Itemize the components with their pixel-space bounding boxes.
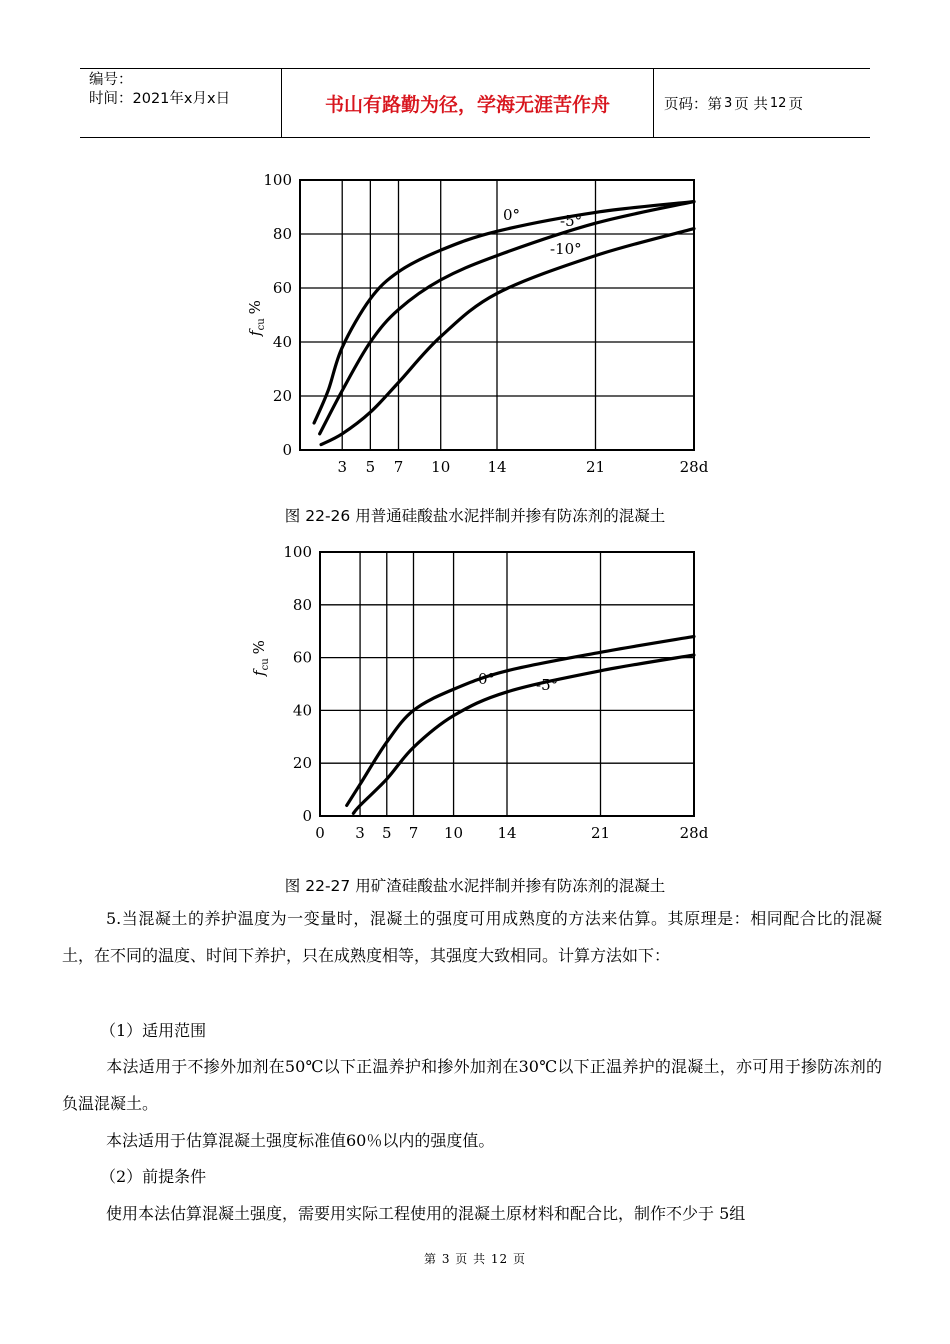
y-tick-labels xyxy=(283,543,312,825)
page-mid: 页 共 xyxy=(734,96,768,113)
y-tick-label: 60 xyxy=(272,279,292,297)
ylabel-sub: cu xyxy=(260,658,271,671)
series-label-0: 0° xyxy=(503,206,521,224)
header-page-info xyxy=(654,69,870,137)
chart-grid xyxy=(320,552,694,816)
figure-caption-2: 图 22-27 用矿渣硅酸盐水泥拌制并掺有防冻剂的混凝土 xyxy=(284,877,666,895)
ylabel-pct: % xyxy=(250,640,268,655)
x-tick-label: 21 xyxy=(590,824,611,842)
x-tick-label: 28d xyxy=(679,824,709,842)
header-meta xyxy=(80,69,282,137)
page-total: 12 xyxy=(769,95,787,111)
chart-fig-22-26 xyxy=(220,168,720,478)
chart-fig-22-27-svg xyxy=(220,538,720,848)
x-tick-label: 3 xyxy=(337,458,347,476)
y-tick-labels xyxy=(263,171,292,459)
section-2-title: （2）前提条件 xyxy=(100,1167,207,1186)
series-line-2 xyxy=(321,229,694,445)
chart-fig-22-26-svg xyxy=(220,168,720,478)
x-tick-label: 7 xyxy=(408,824,419,842)
series-line-0 xyxy=(314,202,694,423)
y-tick-label: 80 xyxy=(292,595,312,614)
x-tick-labels xyxy=(337,458,708,476)
ylabel-sub: cu xyxy=(256,318,267,331)
paragraph-5-text: 5.当混凝土的养护温度为一变量时，混凝土的强度可用成熟度的方法来估算。其原理是：相同配合比的混凝土，在不同的温度、时间下养护，只在成熟度相等，其强度大致相同。计算方法如下： xyxy=(62,909,882,965)
x-tick-label: 5 xyxy=(382,824,392,842)
y-tick-label: 0 xyxy=(282,441,292,459)
y-tick-label: 20 xyxy=(292,754,312,773)
x-tick-label: 5 xyxy=(365,458,376,476)
x-tick-label: 10 xyxy=(431,458,451,476)
y-tick-label: 40 xyxy=(292,701,312,720)
section-2-para-1: 使用本法估算混凝土强度，需要用实际工程使用的混凝土原材料和配合比，制作不少于 5组 xyxy=(106,1204,746,1223)
x-tick-label: 21 xyxy=(585,458,606,476)
svg-text:fcu% xyxy=(246,300,267,337)
series-label-minus5: -5° xyxy=(560,212,583,230)
y-tick-label: 0 xyxy=(302,807,312,825)
header-motto: 书山有路勤为径，学海无涯苦作舟 xyxy=(282,69,654,137)
page-current: 3 xyxy=(724,95,733,111)
page-footer: 第 3 页 共 12 页 xyxy=(424,1252,526,1266)
x-tick-label: 7 xyxy=(393,458,404,476)
page-prefix: 页码：第 xyxy=(664,96,722,113)
y-tick-label: 20 xyxy=(272,387,292,405)
series-label-0: 0° xyxy=(478,670,496,688)
chart-series xyxy=(347,636,694,813)
x-tick-label: 3 xyxy=(355,824,365,842)
ylabel-f: f xyxy=(250,670,268,676)
time-label: 时间：2021年x月x日 xyxy=(89,91,231,107)
page-suffix: 页 xyxy=(788,96,803,113)
series-line-1 xyxy=(353,655,694,813)
series-label-minus5: -5° xyxy=(536,676,559,694)
x-tick-labels xyxy=(315,824,709,842)
figure-caption-1: 图 22-26 用普通硅酸盐水泥拌制并掺有防冻剂的混凝土 xyxy=(284,507,666,525)
ylabel-f: f xyxy=(246,330,264,336)
x-tick-label: 14 xyxy=(487,458,507,476)
y-tick-label: 80 xyxy=(272,225,292,243)
paragraph-5 xyxy=(62,900,882,974)
x-tick-label: 10 xyxy=(444,824,464,842)
y-axis-title xyxy=(246,300,267,337)
y-tick-label: 100 xyxy=(263,171,292,189)
page-header xyxy=(80,68,870,138)
y-axis-title xyxy=(250,640,271,677)
section-1-para-1 xyxy=(62,1048,882,1122)
chart-series xyxy=(314,202,694,445)
y-tick-label: 100 xyxy=(283,543,312,561)
y-tick-label: 40 xyxy=(272,333,292,351)
x-tick-label: 28d xyxy=(679,458,709,476)
section-1-title: （1）适用范围 xyxy=(100,1021,207,1040)
chart-fig-22-27 xyxy=(220,538,720,848)
number-label: 编号： xyxy=(89,72,133,88)
series-label-minus10: -10° xyxy=(550,240,582,258)
x-tick-label: 14 xyxy=(497,824,517,842)
svg-text:fcu% xyxy=(250,640,271,677)
x-tick-label: 0 xyxy=(315,824,325,842)
section-1-para-2: 本法适用于估算混凝土强度标准值60％以内的强度值。 xyxy=(106,1131,495,1150)
y-tick-label: 60 xyxy=(292,648,312,667)
ylabel-pct: % xyxy=(246,300,264,315)
section-1-para-1-text: 本法适用于不掺外加剂在50℃以下正温养护和掺外加剂在30℃以下正温养护的混凝土，亦可用于掺防冻剂的负温混凝土。 xyxy=(62,1057,882,1113)
series-line-1 xyxy=(320,202,694,434)
